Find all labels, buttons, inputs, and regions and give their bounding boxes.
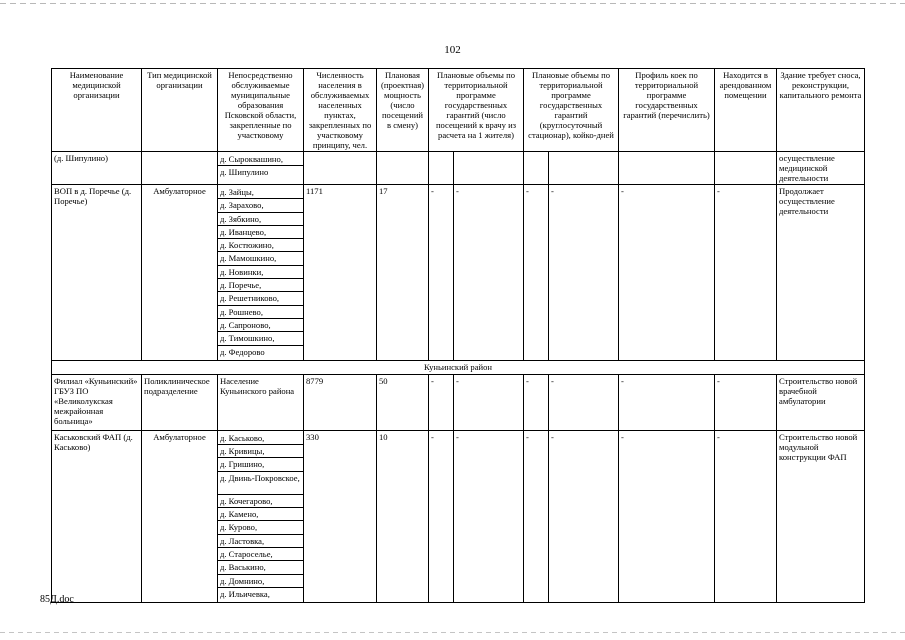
org-name: ВОП в д. Поречье (д. Поречье) (52, 185, 142, 361)
table-row (52, 430, 865, 602)
header-municipalities: Непосредственно обслуживаемые муниципальные образования Псковской области, закрепленные по участковому (218, 69, 304, 152)
capacity: 10 (377, 430, 429, 602)
settlement-item: д. Шипулино (220, 167, 269, 177)
settlement-item: д. Рошнево, (218, 306, 303, 319)
visits-dash-a: - (429, 430, 454, 602)
settlements-list (218, 430, 304, 602)
header-row (52, 69, 865, 152)
building-status: Строительство новой врачебной амбулатории (777, 374, 865, 430)
medical-organizations-table (51, 68, 865, 603)
settlement-item: д. Федорово (220, 346, 265, 357)
hospital-dash-a: - (524, 374, 549, 430)
visits-dash-a: - (429, 185, 454, 361)
hospital-dash-b: - (549, 430, 619, 602)
settlement-item: д. Староселье, (218, 548, 303, 561)
hospital-dash-b: - (549, 374, 619, 430)
settlement-item: д. Гришино, (218, 458, 303, 471)
district-name: Куньинский район (52, 360, 865, 374)
file-name-footer: 85Д.doc (40, 594, 74, 605)
settlement-item: д. Зайцы, (218, 186, 303, 199)
hospital-dash-a: - (524, 430, 549, 602)
header-bed-profile: Профиль коек по территориальной программе государственных гарантий (перечислить) (619, 69, 715, 152)
settlement-item: д. Поречье, (218, 279, 303, 292)
header-hospital-volume: Плановые объемы по территориальной программе государственных гарантий (круглосуточный стационар), койко-дней (524, 69, 619, 152)
visits-dash-b: - (454, 430, 524, 602)
settlement-item: д. Мамошкино, (218, 252, 303, 265)
header-rented: Находится в арендованном помещении (715, 69, 777, 152)
bed-profile: - (619, 430, 715, 602)
settlement-item: д. Камено, (218, 508, 303, 521)
org-type: Поликлиническое подразделение (142, 374, 218, 430)
building-status: осуществление медицинской деятельности (777, 152, 865, 185)
org-type: Амбулаторное (142, 430, 218, 602)
population: 330 (304, 430, 377, 602)
settlement-item: д. Решетниково, (218, 292, 303, 305)
bed-profile: - (619, 374, 715, 430)
settlement-item: д. Новинки, (218, 266, 303, 279)
settlement-item: д. Тимошкино, (218, 332, 303, 345)
table-row (52, 374, 865, 430)
org-name: Каськовский ФАП (д. Каськово) (52, 430, 142, 602)
table-row (52, 152, 865, 185)
visits-dash-b: - (454, 374, 524, 430)
settlement-item: д. Васькино, (218, 561, 303, 574)
page-number: 102 (444, 44, 461, 56)
header-population: Численность населения в обслуживаемых населенных пунктах, закрепленных по участковому принципу, чел. (304, 69, 377, 152)
table-row (52, 185, 865, 361)
header-visits-volume: Плановые объемы по территориальной программе государственных гарантий (число посещений к врачу из расчета на 1 жителя) (429, 69, 524, 152)
header-org-type: Тип медицинской организации (142, 69, 218, 152)
settlement-item: д. Каськово, (218, 432, 303, 445)
population: 1171 (304, 185, 377, 361)
header-capacity: Плановая (проектная) мощность (число посещений в смену) (377, 69, 429, 152)
district-row (52, 360, 865, 374)
bed-profile: - (619, 185, 715, 361)
settlement-item: д. Кривицы, (218, 445, 303, 458)
settlement-item: д. Ильичевка, (220, 588, 270, 599)
settlements-list (218, 152, 304, 185)
rented: - (715, 185, 777, 361)
header-org-name: Наименование медицинской организации (52, 69, 142, 152)
settlement-item: д. Сыроквашино, (218, 153, 303, 166)
settlement-item: д. Зябкино, (218, 213, 303, 226)
org-type (142, 152, 218, 185)
org-type: Амбулаторное (142, 185, 218, 361)
hospital-dash-b: - (549, 185, 619, 361)
settlement-item: д. Двинь-Покровское, (218, 472, 303, 495)
population: 8779 (304, 374, 377, 430)
settlement-item: д. Домнино, (218, 575, 303, 588)
capacity: 50 (377, 374, 429, 430)
visits-dash-b: - (454, 185, 524, 361)
building-status: Строительство новой модульной конструкции ФАП (777, 430, 865, 602)
org-name: (д. Шипулино) (52, 152, 142, 185)
org-name: Филиал «Куньинский» ГБУЗ ПО «Великолукская межрайонная больница» (52, 374, 142, 430)
settlement-item: д. Сапроново, (218, 319, 303, 332)
rented: - (715, 374, 777, 430)
settlements-text: Население Куньинского района (218, 374, 304, 430)
capacity: 17 (377, 185, 429, 361)
scan-edge-bottom (0, 632, 905, 633)
settlement-item: д. Зарахово, (218, 199, 303, 212)
visits-dash-a: - (429, 374, 454, 430)
building-status: Продолжает осуществление деятельности (777, 185, 865, 361)
header-building-status: Здание требует сноса, реконструкции, капитального ремонта (777, 69, 865, 152)
settlement-item: д. Ластовка, (218, 535, 303, 548)
settlement-item: д. Иванцево, (218, 226, 303, 239)
settlement-item: д. Костюжино, (218, 239, 303, 252)
settlements-list (218, 185, 304, 361)
settlement-item: д. Кочегарово, (218, 495, 303, 508)
scan-edge-top (0, 3, 905, 4)
hospital-dash-a: - (524, 185, 549, 361)
settlement-item: д. Курово, (218, 521, 303, 534)
rented: - (715, 430, 777, 602)
